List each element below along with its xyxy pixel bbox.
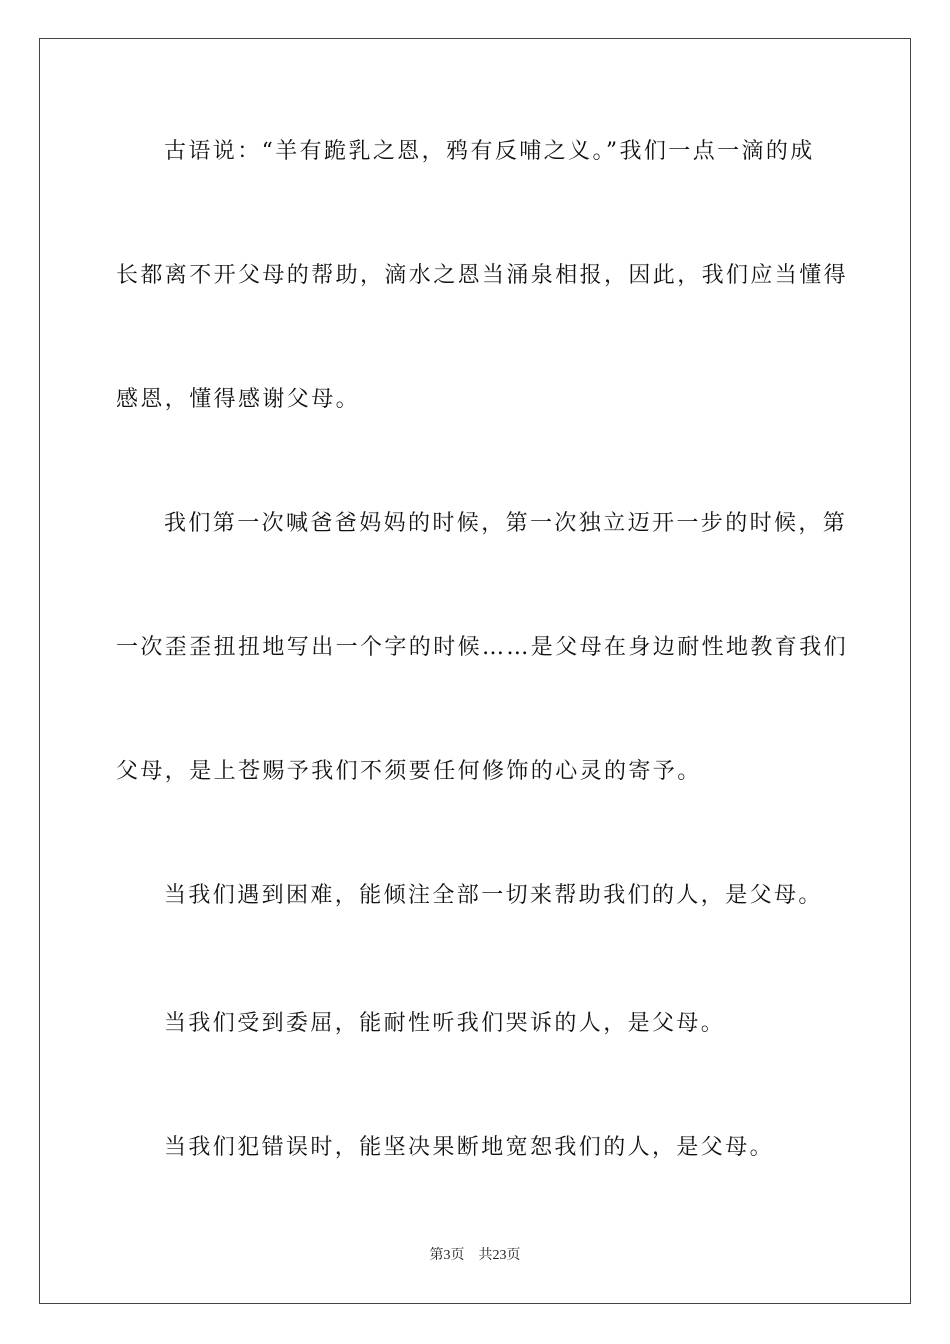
- page-number: 第3页: [429, 1248, 465, 1263]
- page-total: 共23页: [478, 1248, 521, 1263]
- paragraph-3-line-1: 当我们遇到困难，能倾注全部一切来帮助我们的人，是父母。: [164, 883, 823, 908]
- paragraph-5-line-1: 当我们犯错误时，能坚决果断地宽恕我们的人，是父母。: [164, 1135, 775, 1160]
- page-frame: [39, 38, 911, 1304]
- page-footer: [0, 1247, 950, 1265]
- paragraph-2-line-2: 一次歪歪扭扭地写出一个字的时候……是父母在身边耐性地教育我们: [116, 635, 849, 660]
- paragraph-1-line-1: 古语说：“羊有跪乳之恩，鸦有反哺之义。”我们一点一滴的成: [164, 139, 815, 164]
- paragraph-2-line-1: 我们第一次喊爸爸妈妈的时候，第一次独立迈开一步的时候，第: [164, 511, 848, 536]
- paragraph-1-line-2: 长都离不开父母的帮助，滴水之恩当涌泉相报，因此，我们应当懂得: [116, 263, 849, 288]
- paragraph-1-line-3: 感恩，懂得感谢父母。: [116, 387, 361, 412]
- paragraph-2-line-3: 父母，是上苍赐予我们不须要任何修饰的心灵的寄予。: [116, 759, 702, 784]
- paragraph-4-line-1: 当我们受到委屈，能耐性听我们哭诉的人，是父母。: [164, 1011, 726, 1036]
